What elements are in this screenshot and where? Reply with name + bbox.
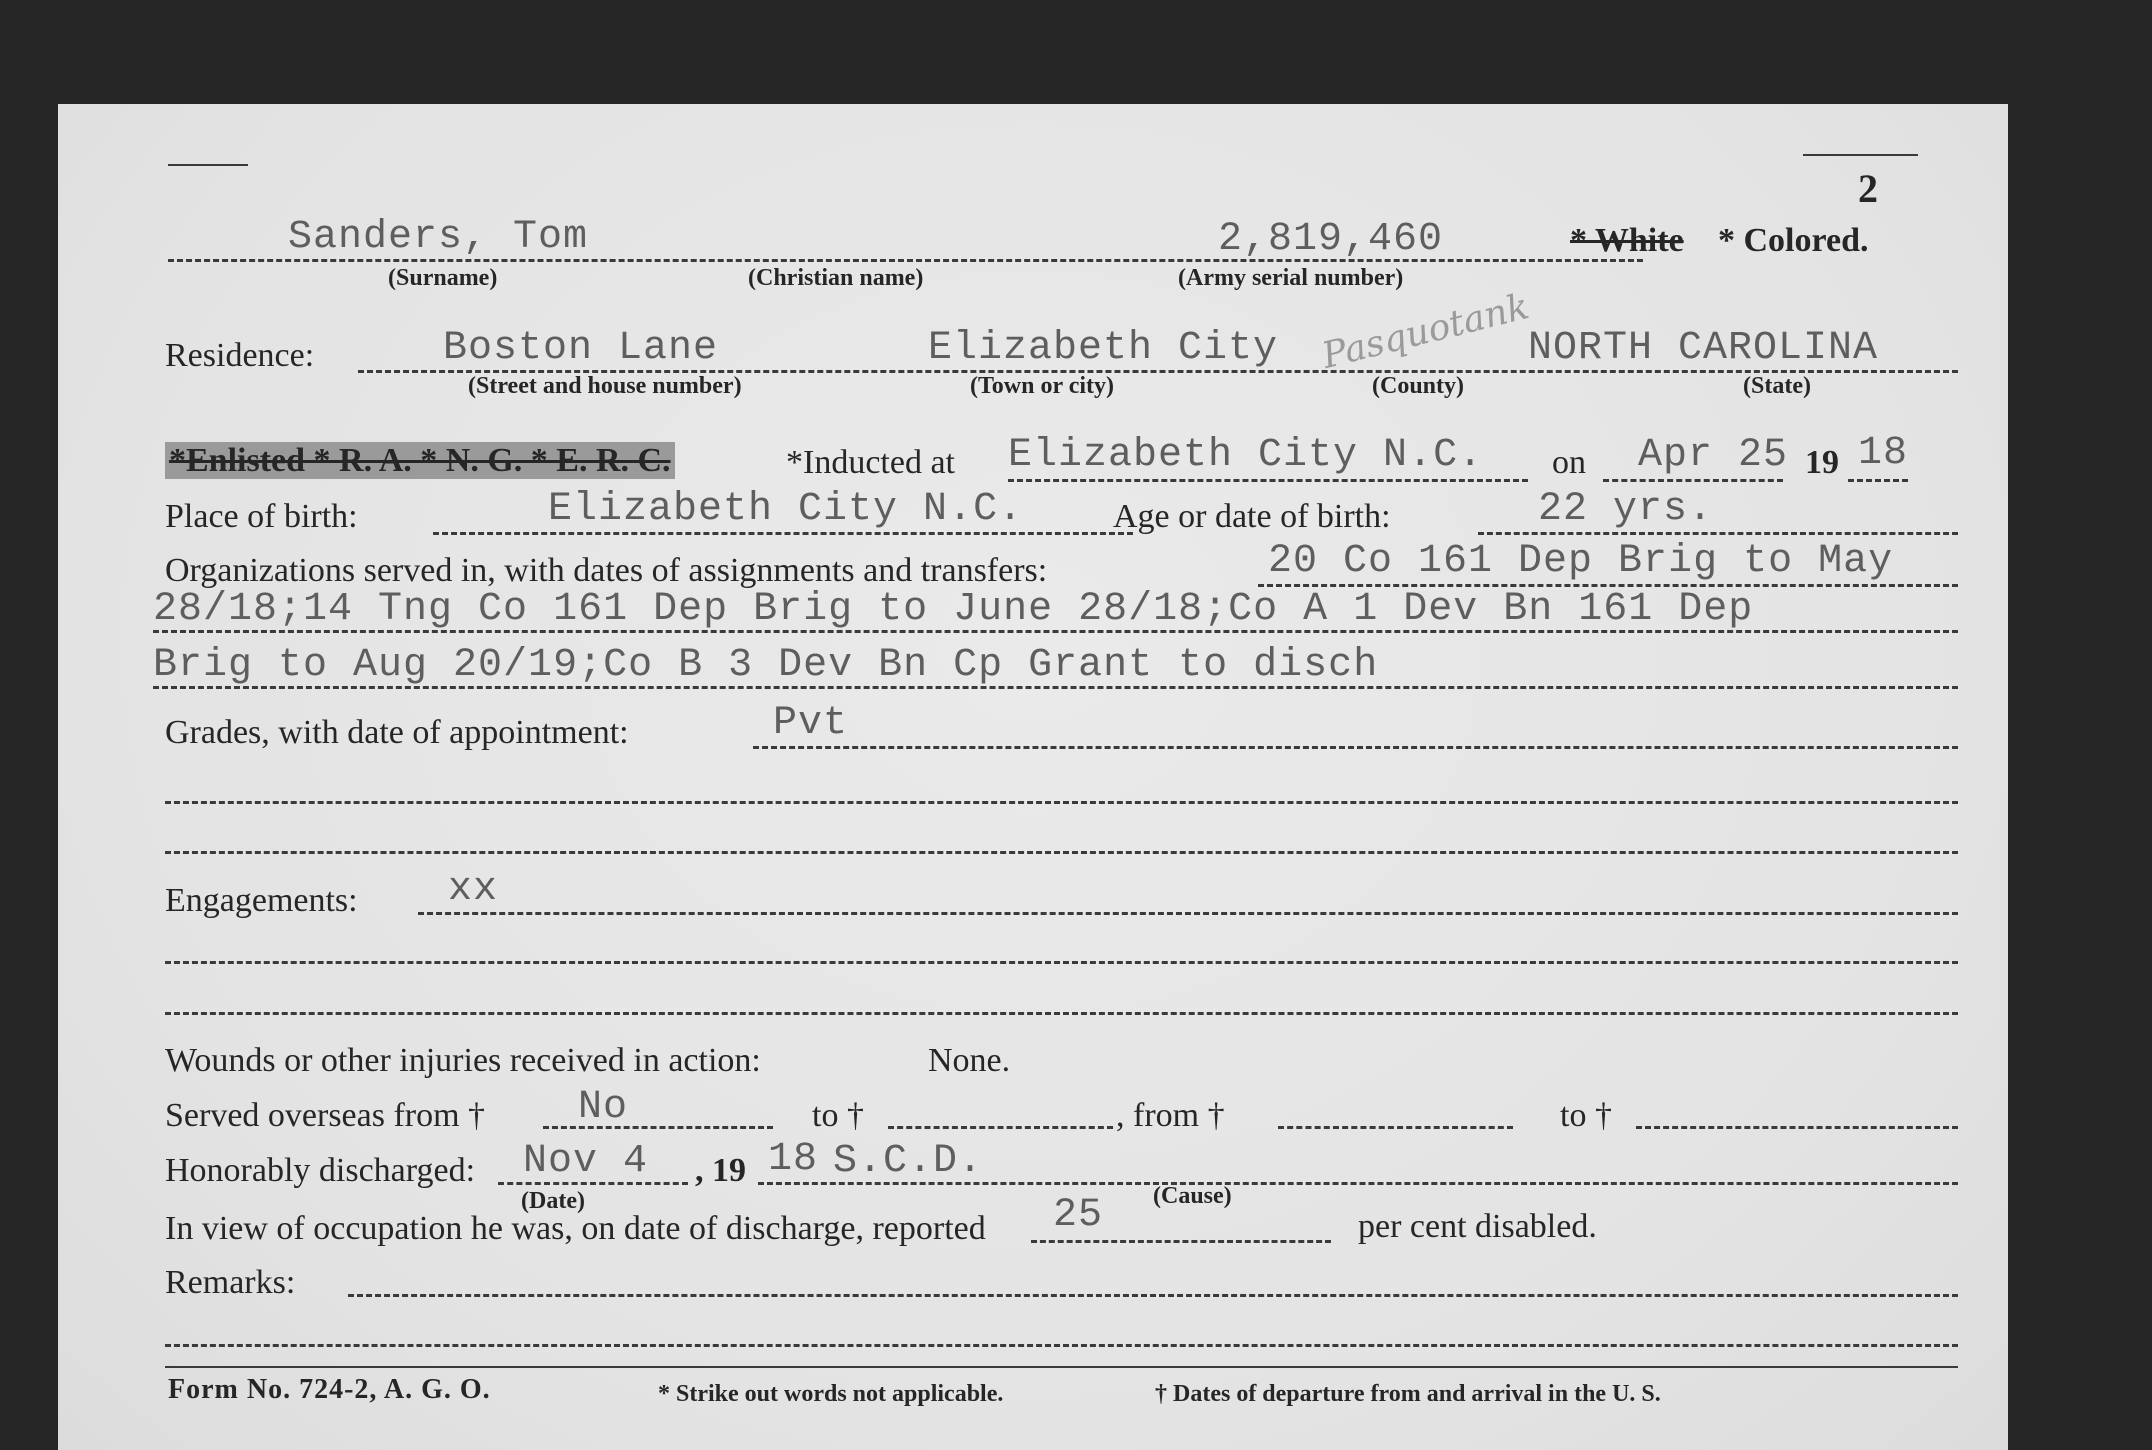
strike-note: * Strike out words not applicable. [658,1381,1004,1407]
inducted-at-label: *Inducted at [786,444,955,481]
top-right-rule [1803,154,1918,156]
residence-state-value: NORTH CAROLINA [1528,326,1879,371]
state-caption: (State) [1743,373,1811,399]
surname-caption: (Surname) [388,265,498,291]
disability-line [1031,1240,1331,1243]
discharge-cause-value: S.C.D. [833,1139,984,1184]
overseas-to-label-2: to † [1560,1097,1612,1134]
honorably-discharged-label: Honorably discharged: [165,1152,476,1189]
place-of-birth-label: Place of birth: [165,498,358,535]
top-left-rule [168,164,248,166]
engagements-line-1 [418,912,1958,915]
discharge-year-value: 18 [768,1137,819,1182]
grades-line-1 [753,746,1958,749]
residence-label: Residence: [165,337,315,374]
place-of-birth-value: Elizabeth City N.C. [548,487,1024,532]
inducted-date-value: Apr 25 [1638,433,1789,478]
inducted-date-line [1603,479,1783,482]
footer-rule [165,1366,1958,1368]
christian-name-caption: (Christian name) [748,265,924,291]
enlisted-label: *Enlisted * R. A. * N. G. * E. R. C. [165,442,675,480]
wounds-label: Wounds or other injuries received in action: [165,1042,761,1079]
discharge-date-value: Nov 4 [523,1139,649,1184]
county-caption: (County) [1372,373,1465,399]
overseas-to-line [888,1126,1113,1129]
inducted-at-line [1008,479,1528,482]
inducted-year-line [1848,479,1908,482]
form-number: Form No. 724-2, A. G. O. [168,1374,491,1405]
inducted-at-value: Elizabeth City N.C. [1008,433,1484,478]
town-caption: (Town or city) [970,373,1114,399]
engagements-value: xx [448,867,499,912]
serial-caption: (Army serial number) [1178,265,1404,291]
cause-caption: (Cause) [1153,1183,1232,1209]
organizations-text-1: 20 Co 161 Dep Brig to May [1268,539,1894,584]
inducted-year-value: 18 [1858,431,1909,476]
street-caption: (Street and house number) [468,373,742,399]
discharge-year-prefix: , 19 [695,1152,746,1189]
grades-label: Grades, with date of appointment: [165,714,629,751]
surname-name-value: Sanders, Tom [288,215,589,260]
per-cent-disabled-label: per cent disabled. [1358,1208,1597,1245]
age-line [1478,532,1958,535]
residence-town-value: Elizabeth City [928,326,1279,371]
place-of-birth-line [433,532,1133,535]
disability-percent-value: 25 [1053,1193,1104,1238]
race-white-label: * White [1570,222,1684,259]
page-number: 2 [1858,166,1878,211]
remarks-line-1 [348,1294,1958,1297]
grades-line-3 [165,851,1958,854]
race-colored-label: * Colored. [1718,222,1869,259]
served-overseas-label: Served overseas from † [165,1097,486,1134]
remarks-line-2 [165,1344,1958,1347]
engagements-label: Engagements: [165,882,358,919]
overseas-from-label-2: , from † [1116,1097,1225,1134]
dates-note: † Dates of departure from and arrival in the U. S. [1155,1381,1661,1407]
age-value: 22 yrs. [1538,487,1714,532]
engagements-line-2 [165,961,1958,964]
inducted-year-prefix: 19 [1805,444,1839,481]
grades-value: Pvt [773,701,849,746]
engagements-line-3 [165,1012,1958,1015]
organizations-text-3: Brig to Aug 20/19;Co B 3 Dev Bn Cp Grant to disch [153,643,1379,688]
age-label: Age or date of birth: [1113,498,1391,535]
date-caption: (Date) [521,1188,585,1214]
on-label: on [1552,444,1586,481]
serial-number-value: 2,819,460 [1218,217,1444,262]
overseas-to-line-2 [1636,1126,1958,1129]
service-record-card [58,104,2008,1450]
overseas-from-line-2 [1278,1126,1513,1129]
remarks-label: Remarks: [165,1264,296,1301]
organizations-label: Organizations served in, with dates of assignments and transfers: [165,552,1048,589]
residence-county-handwritten: Pasquotank [1318,286,1534,377]
overseas-from-value: No [578,1085,629,1130]
residence-street-value: Boston Lane [443,326,719,371]
wounds-value: None. [928,1042,1011,1079]
grades-line-2 [165,801,1958,804]
occupation-view-label: In view of occupation he was, on date of discharge, reported [165,1210,986,1247]
organizations-text-2: 28/18;14 Tng Co 161 Dep Brig to June 28/18;Co A 1 Dev Bn 161 Dep [153,587,1754,632]
overseas-to-label: to † [812,1097,864,1134]
